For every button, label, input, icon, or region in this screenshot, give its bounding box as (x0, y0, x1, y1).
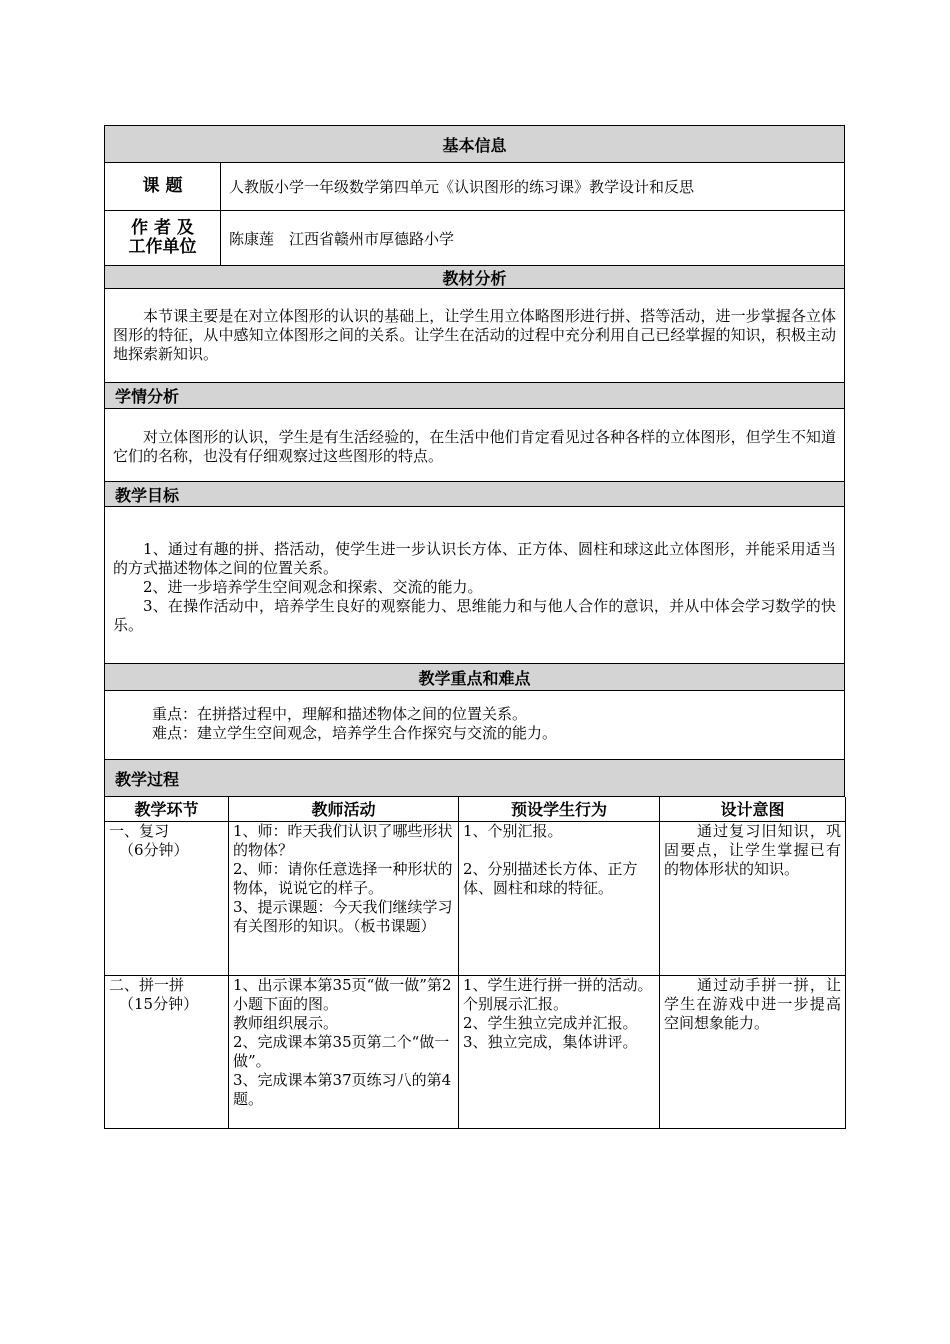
stage-name: 二、拼一拼 (109, 976, 185, 994)
objective-item-1: 1、通过有趣的拼、搭活动，使学生进一步认识长方体、正方体、圆柱和球这此立体图形，并能采用适当的方式描述物体之间的位置关系。 (113, 540, 836, 577)
teacher-activity-line: 1、出示课本第35页“做一做”第2小题下面的图。 (233, 976, 452, 1013)
objective-item-3: 3、在操作活动中，培养学生良好的观察能力、思维能力和与他人合作的意识，并从中体会学习数学的快乐。 (113, 597, 836, 634)
student-behavior-line: 1、学生进行拼一拼的活动。 (463, 976, 653, 994)
column-header-teacher: 教师活动 (229, 797, 459, 822)
key-point-difficulty: 难点：建立学生空间观念，培养学生合作探究与交流的能力。 (152, 724, 558, 742)
design-intent-text: 通过动手拼一拼，让学生在游戏中进一步提高空间想象能力。 (664, 976, 841, 1032)
objectives-header: 教学目标 (104, 482, 845, 507)
column-header-student: 预设学生行为 (459, 797, 660, 822)
student-analysis-body (104, 409, 845, 482)
key-point-focus: 重点：在拼搭过程中，理解和描述物体之间的位置关系。 (152, 705, 528, 723)
stage-duration: （15分钟） (119, 995, 199, 1013)
teacher-activity-cell (229, 822, 459, 976)
table-row (105, 976, 846, 1129)
teacher-activity-line: 2、师：请你任意选择一种形状的物体，说说它的样子。 (233, 860, 453, 897)
stage-duration: （6分钟） (119, 841, 189, 859)
student-behavior-line: 2、学生独立完成并汇报。 (463, 1014, 638, 1032)
student-behavior-line: 2、分别描述长方体、正方体、圆柱和球的特征。 (463, 860, 638, 897)
stage-name: 一、复习 (109, 822, 170, 840)
author-value: 陈康莲 江西省赣州市厚德路小学 (229, 229, 455, 248)
lesson-plan-document (104, 125, 845, 1129)
material-analysis-text: 本节课主要是在对立体图形的认识的基础上，让学生用立体略图形进行拼、搭等活动，进一步掌握各立体图形的特征，从中感知立体图形之间的关系。让学生在活动的过程中充分利用自己已经掌握的知识，积极主动地探索新知识。 (113, 307, 836, 363)
column-header-intent: 设计意图 (660, 797, 846, 822)
stage-cell (105, 822, 229, 976)
student-behavior-line: 个别展示汇报。 (463, 995, 569, 1013)
teacher-activity-line: 3、提示课题：今天我们继续学习有关图形的知识。（板书课题） (233, 898, 453, 935)
student-behavior-cell (459, 822, 660, 976)
material-analysis-header: 教材分析 (104, 266, 845, 289)
author-label-line1: 作 者 及 (131, 218, 194, 238)
design-intent-text: 通过复习旧知识，巩固要点，让学生掌握已有的物体形状的知识。 (664, 822, 841, 878)
student-analysis-text: 对立体图形的认识，学生是有生活经验的，在生活中他们肯定看见过各种各样的立体图形，但学生不知道它们的名称，也没有仔细观察过这些图形的特点。 (113, 428, 836, 465)
author-row (104, 211, 845, 266)
key-points-body (104, 691, 845, 760)
basic-info-header: 基本信息 (104, 125, 845, 163)
topic-value: 人教版小学一年级数学第四单元《认识图形的练习课》教学设计和反思 (229, 178, 695, 196)
table-row (105, 822, 846, 976)
column-header-stage: 教学环节 (105, 797, 229, 822)
design-intent-cell (660, 822, 846, 976)
design-intent-cell (660, 976, 846, 1129)
teacher-activity-line: 1、师：昨天我们认识了哪些形状的物体？ (233, 822, 453, 859)
student-analysis-header: 学情分析 (104, 383, 845, 409)
process-header: 教学过程 (104, 760, 845, 797)
student-behavior-line: 1、个别汇报。 (463, 822, 563, 840)
teacher-activity-cell (229, 976, 459, 1129)
material-analysis-body (104, 289, 845, 383)
topic-row (104, 163, 845, 211)
stage-cell (105, 976, 229, 1129)
spacer (463, 841, 655, 860)
process-table (104, 797, 846, 1129)
teacher-activity-line: 教师组织展示。 (233, 1014, 339, 1032)
student-behavior-cell (459, 976, 660, 1129)
process-table-header-row (105, 797, 846, 822)
objectives-body (104, 507, 845, 664)
teacher-activity-line: 3、完成课本第37页练习八的第4题。 (233, 1071, 452, 1108)
objective-item-2: 2、进一步培养学生空间观念和探索、交流的能力。 (143, 578, 483, 596)
author-label (105, 211, 221, 265)
key-points-header: 教学重点和难点 (104, 664, 845, 691)
student-behavior-line: 3、独立完成，集体讲评。 (463, 1033, 638, 1051)
author-label-line2: 工作单位 (128, 237, 197, 257)
topic-label: 课 题 (105, 163, 221, 210)
teacher-activity-line: 2、完成课本第35页第二个“做一做”。 (233, 1033, 450, 1070)
